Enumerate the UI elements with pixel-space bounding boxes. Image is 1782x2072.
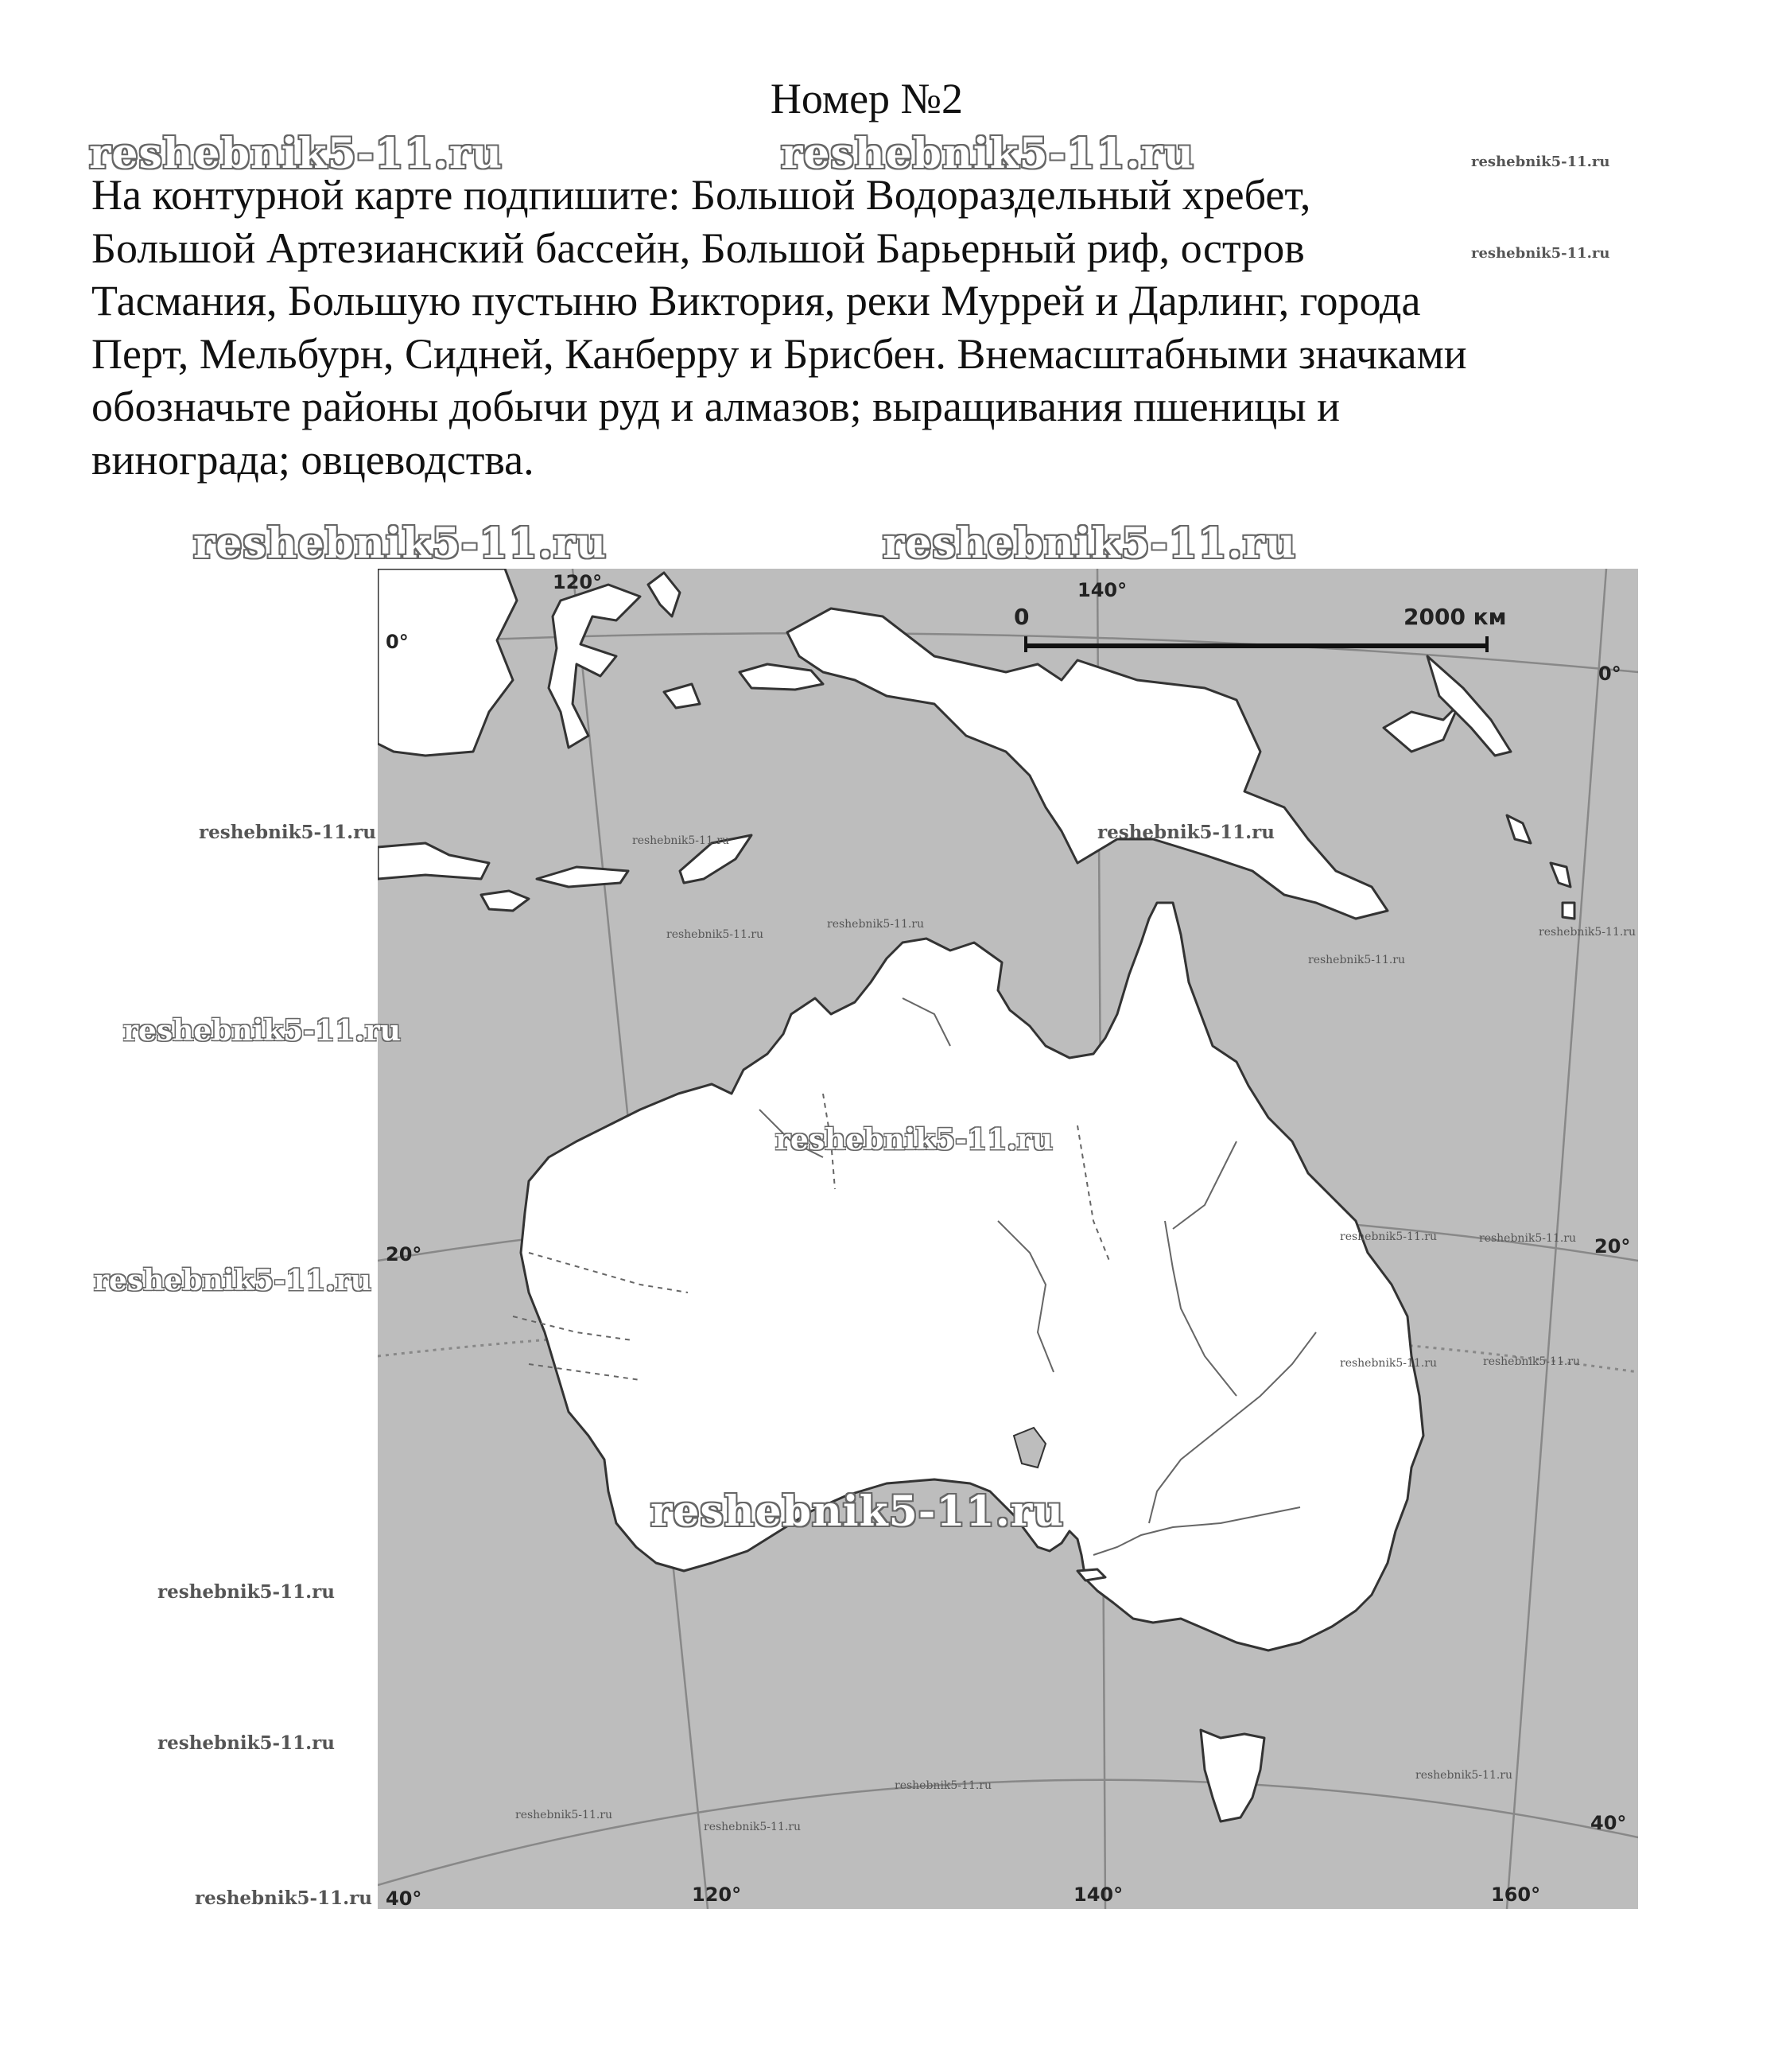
- contour-map: [378, 569, 1638, 1909]
- watermark: reshebnik5-11.ru: [94, 1264, 371, 1297]
- watermark: reshebnik5-11.ru: [89, 130, 503, 178]
- task-line: Тасмания, Большую пустыню Виктория, реки Муррей и Дарлинг, города: [91, 277, 1421, 325]
- watermark: reshebnik5-11.ru: [195, 1887, 372, 1909]
- solomon-island: [1563, 903, 1574, 919]
- watermark: reshebnik5-11.ru: [704, 1821, 802, 1833]
- map-svg: [378, 569, 1638, 1909]
- watermark: reshebnik5-11.ru: [157, 1732, 335, 1754]
- task-line: На контурной карте подпишите: Большой Водораздельный хребет,: [91, 171, 1311, 219]
- watermark: reshebnik5-11.ru: [515, 1809, 613, 1821]
- watermark: reshebnik5-11.ru: [1471, 245, 1610, 262]
- lon-label-160: 160°: [1491, 1883, 1541, 1906]
- lat-label-right-0: 0°: [1598, 663, 1621, 685]
- watermark: reshebnik5-11.ru: [1479, 1232, 1577, 1245]
- lon-label-140: 140°: [1073, 1883, 1124, 1906]
- task-text: [91, 169, 1698, 486]
- lon-label-top-140: 140°: [1077, 579, 1128, 601]
- watermark: reshebnik5-11.ru: [199, 822, 376, 843]
- lon-label-top-120: 120°: [553, 571, 603, 593]
- watermark: reshebnik5-11.ru: [1308, 954, 1406, 966]
- lat-label-right-40: 40°: [1590, 1812, 1627, 1834]
- watermark: reshebnik5-11.ru: [1340, 1230, 1438, 1243]
- lat-label-40: 40°: [386, 1887, 422, 1909]
- task-line: винограда; овцеводства.: [91, 435, 534, 484]
- watermark: reshebnik5-11.ru: [1471, 154, 1610, 170]
- watermark: reshebnik5-11.ru: [650, 1487, 1065, 1536]
- task-line: Перт, Мельбурн, Сидней, Канберру и Брисбен. Внемасштабными значками: [91, 329, 1467, 378]
- watermark: reshebnik5-11.ru: [781, 130, 1195, 178]
- lon-label-120: 120°: [692, 1883, 742, 1906]
- watermark: reshebnik5-11.ru: [123, 1014, 401, 1048]
- watermark: reshebnik5-11.ru: [1483, 1355, 1581, 1368]
- watermark: reshebnik5-11.ru: [1415, 1769, 1513, 1782]
- watermark: reshebnik5-11.ru: [1539, 926, 1636, 939]
- page-title: Номер №2: [770, 75, 964, 122]
- watermark: reshebnik5-11.ru: [895, 1779, 992, 1792]
- watermark: reshebnik5-11.ru: [883, 519, 1297, 568]
- lat-label-0: 0°: [386, 631, 409, 653]
- watermark: reshebnik5-11.ru: [193, 519, 608, 568]
- scale-start-label: 0: [1014, 604, 1030, 630]
- task-line: обозначьте районы добычи руд и алмазов; выращивания пшеницы и: [91, 383, 1341, 430]
- task-line: Большой Артезианский бассейн, Большой Барьерный риф, остров: [91, 224, 1305, 272]
- watermark: reshebnik5-11.ru: [1340, 1357, 1438, 1370]
- watermark: reshebnik5-11.ru: [632, 834, 730, 847]
- watermark: reshebnik5-11.ru: [157, 1581, 335, 1603]
- scale-end-label: 2000 км: [1403, 604, 1507, 630]
- watermark: reshebnik5-11.ru: [827, 918, 925, 931]
- lat-label-20: 20°: [386, 1243, 422, 1265]
- watermark: reshebnik5-11.ru: [1097, 822, 1275, 843]
- watermark: reshebnik5-11.ru: [666, 928, 764, 941]
- lat-label-right-20: 20°: [1594, 1235, 1631, 1258]
- watermark: reshebnik5-11.ru: [775, 1123, 1053, 1157]
